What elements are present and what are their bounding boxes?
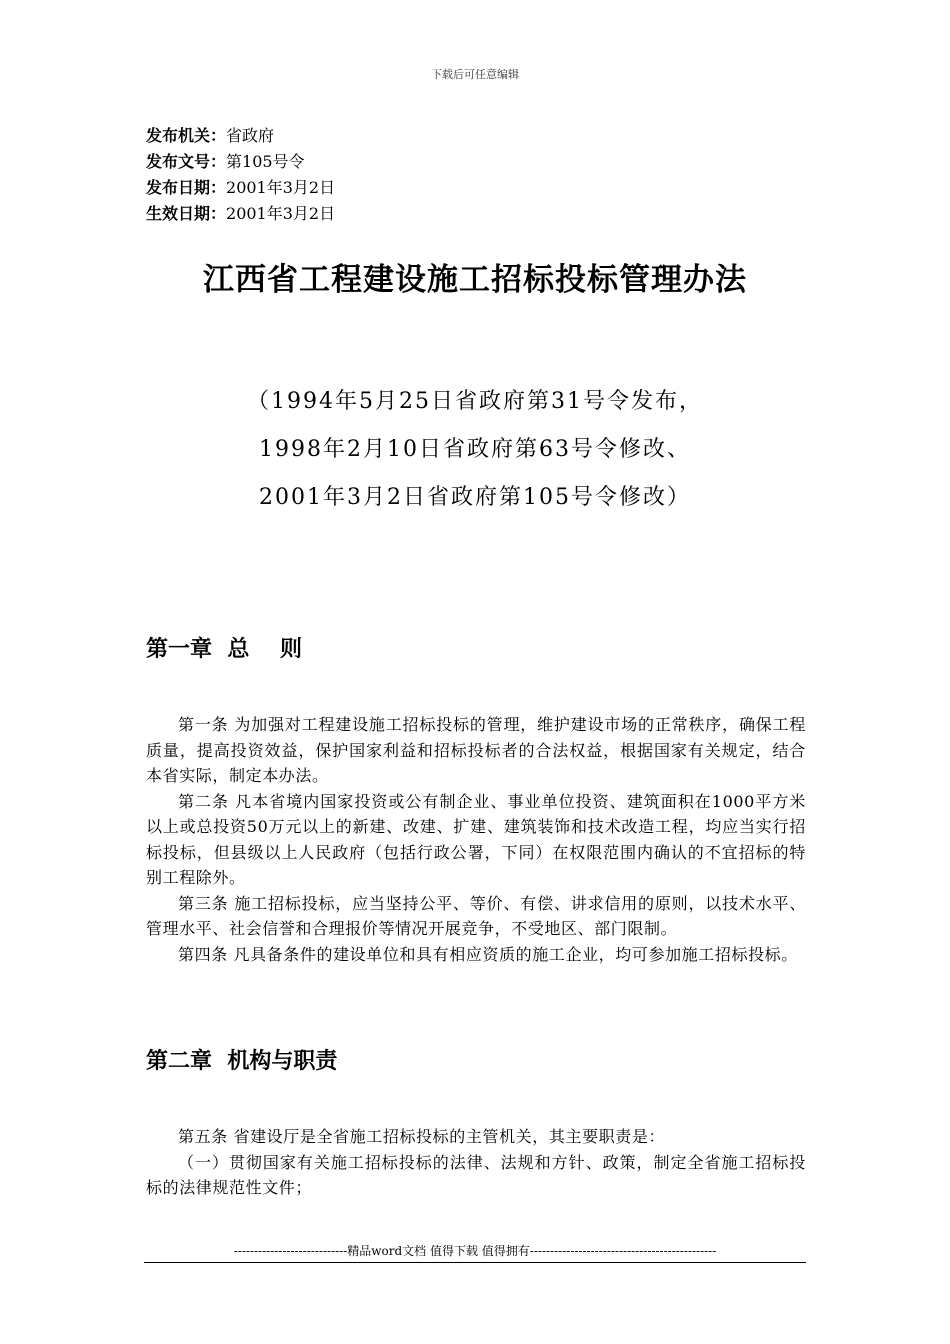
meta-label: 发布文号： — [146, 152, 227, 171]
meta-value: 第105号令 — [226, 152, 305, 171]
footer-note: ----------------------------精品word文档 值得下载 值得拥有---------------------------------------------- — [233, 1244, 717, 1258]
article-5-item-1: （一）贯彻国家有关施工招标投标的法律、法规和方针、政策，制定全省施工招标投标的法律规范性文件； — [146, 1152, 806, 1197]
chapter-heading-1: 第一章 总 则 — [146, 637, 302, 662]
article-1: 第一条 为加强对工程建设施工招标投标的管理，维护建设市场的正常秩序，确保工程质量，提高投资效益，保护国家利益和招标投标者的合法权益，根据国家有关规定，结合本省实际，制定本办法。 — [146, 715, 806, 785]
meta-label: 生效日期： — [146, 204, 227, 223]
footer-divider — [144, 1262, 806, 1263]
meta-row-effective-date — [146, 201, 335, 227]
meta-row-doc-number — [146, 149, 335, 175]
history-line: 2001年3月2日省政府第105号令修改） — [259, 485, 691, 510]
meta-label: 发布日期： — [146, 178, 227, 197]
article-3: 第三条 施工招标投标，应当坚持公平、等价、有偿、讲求信用的原则，以技术水平、管理水平、社会信誉和合理报价等情况开展竞争，不受地区、部门限制。 — [146, 893, 806, 938]
article-2: 第二条 凡本省境内国家投资或公有制企业、事业单位投资、建筑面积在1000平方米以上或总投资50万元以上的新建、改建、扩建、建筑装饰和技术改造工程，均应当实行招标投标，但县级以上人民政府（包括行政公署，下同）在权限范围内确认的不宜招标的特别工程除外。 — [146, 791, 806, 887]
article-5: 第五条 省建设厅是全省施工招标投标的主管机关，其主要职责是： — [178, 1127, 666, 1146]
meta-value: 省政府 — [226, 126, 275, 145]
article-4: 第四条 凡具备条件的建设单位和具有相应资质的施工企业，均可参加施工招标投标。 — [178, 944, 798, 964]
revision-history — [0, 378, 950, 522]
meta-value: 2001年3月2日 — [226, 178, 336, 197]
document-metadata — [146, 123, 335, 227]
meta-label: 发布机关： — [146, 126, 227, 145]
chapter-heading-2: 第二章 机构与职责 — [146, 1049, 338, 1074]
header-note: 下载后可任意编辑 — [431, 68, 519, 81]
history-line: （1994年5月25日省政府第31号令发布， — [247, 389, 703, 414]
meta-row-issue-date — [146, 175, 335, 201]
document-title: 江西省工程建设施工招标投标管理办法 — [203, 262, 747, 298]
chapter-1-body — [146, 712, 806, 967]
chapter-2-body — [146, 1124, 806, 1201]
history-line: 1998年2月10日省政府第63号令修改、 — [259, 437, 691, 462]
meta-value: 2001年3月2日 — [226, 204, 336, 223]
meta-row-issuer — [146, 123, 335, 149]
